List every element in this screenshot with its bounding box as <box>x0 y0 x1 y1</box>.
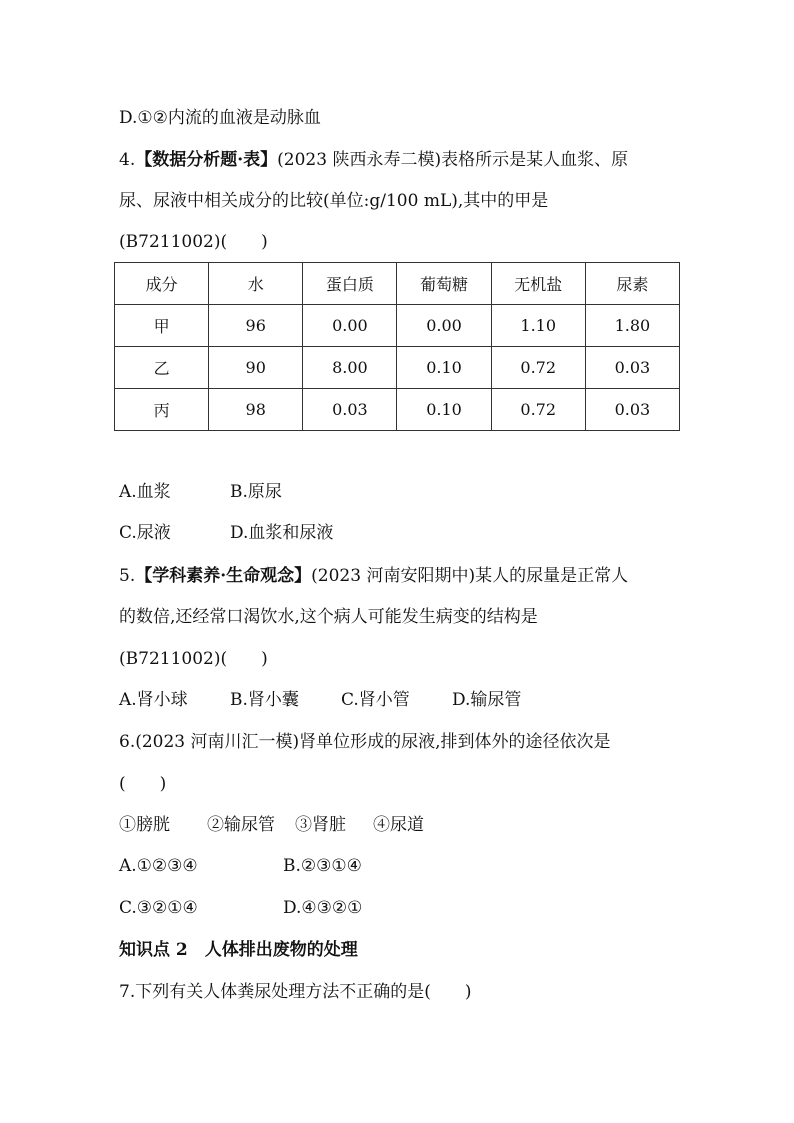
table-cell: 98 <box>209 389 303 431</box>
table-cell: 0.03 <box>585 389 679 431</box>
composition-table <box>114 262 680 431</box>
q5-number: 5. <box>119 566 136 586</box>
table-header-cell: 水 <box>209 263 303 305</box>
table-cell: 乙 <box>115 347 209 389</box>
table-cell: 0.72 <box>491 389 585 431</box>
table-cell: 0.10 <box>397 389 491 431</box>
q5-stem-line2: 的数倍,还经常口渴饮水,这个病人可能发生病变的结构是 <box>119 607 538 627</box>
table-cell: 0.72 <box>491 347 585 389</box>
table-header-cell: 葡萄糖 <box>397 263 491 305</box>
table-cell: 1.10 <box>491 305 585 347</box>
q4-option-c: C.尿液 <box>119 523 171 543</box>
table-header-cell: 无机盐 <box>491 263 585 305</box>
table-cell: 0.00 <box>397 305 491 347</box>
table-cell: 8.00 <box>303 347 397 389</box>
q4-option-d: D.血浆和尿液 <box>230 523 334 543</box>
table-cell: 0.10 <box>397 347 491 389</box>
q6-items <box>119 814 424 836</box>
table-row <box>115 347 680 389</box>
q4-stem-text1: (2023 陕西永寿二模)表格所示是某人血浆、原 <box>277 150 629 170</box>
table-header-row <box>115 263 680 305</box>
q6-options-row1 <box>119 855 362 877</box>
q4-options-row1 <box>119 481 282 503</box>
q6-item-1: ①膀胱 <box>119 815 170 835</box>
q5-option-b: B.肾小囊 <box>230 690 299 710</box>
q6-option-d: D.④③②① <box>283 898 363 918</box>
q5-option-d: D.输尿管 <box>452 690 522 710</box>
section-heading: 知识点 2 人体排出废物的处理 <box>119 940 358 960</box>
table-cell: 0.00 <box>303 305 397 347</box>
q4-stem-line1 <box>119 149 628 171</box>
q6-options-row2 <box>119 897 362 919</box>
q6-stem-line1: 6.(2023 河南川汇一模)肾单位形成的尿液,排到体外的途径依次是 <box>119 732 611 752</box>
q4-stem-line2: 尿、尿液中相关成分的比较(单位:g/100 mL),其中的甲是 <box>119 191 549 211</box>
q4-tag: 【数据分析题·表】 <box>135 150 278 170</box>
q7-stem: 7.下列有关人体粪尿处理方法不正确的是( ) <box>119 982 472 1002</box>
table-cell: 90 <box>209 347 303 389</box>
table-row <box>115 389 680 431</box>
q6-item-3: ③肾脏 <box>295 815 346 835</box>
table-cell: 1.80 <box>585 305 679 347</box>
q5-tag: 【学科素养·生命观念】 <box>135 566 312 586</box>
table-row <box>115 305 680 347</box>
table-header-cell: 尿素 <box>585 263 679 305</box>
q6-paren: ( ) <box>119 774 167 794</box>
table-cell: 甲 <box>115 305 209 347</box>
q4-option-a: A.血浆 <box>119 482 171 502</box>
q5-option-c: C.肾小管 <box>341 690 410 710</box>
q5-option-a: A.肾小球 <box>119 690 188 710</box>
q4-options-row2 <box>119 522 333 544</box>
table-header-cell: 蛋白质 <box>303 263 397 305</box>
q5-options <box>119 689 521 711</box>
table-cell: 0.03 <box>585 347 679 389</box>
table-cell: 丙 <box>115 389 209 431</box>
q6-option-c: C.③②①④ <box>119 898 198 918</box>
q3-option-d: D.①②内流的血液是动脉血 <box>119 108 321 128</box>
q5-code: (B7211002)( ) <box>119 649 268 669</box>
table-header-cell: 成分 <box>115 263 209 305</box>
q4-code: (B7211002)( ) <box>119 232 268 252</box>
q5-stem-text1: (2023 河南安阳期中)某人的尿量是正常人 <box>311 566 629 586</box>
q5-stem-line1 <box>119 565 628 587</box>
q6-option-a: A.①②③④ <box>119 856 198 876</box>
q6-option-b: B.②③①④ <box>283 856 362 876</box>
table-cell: 0.03 <box>303 389 397 431</box>
q4-number: 4. <box>119 150 136 170</box>
q6-item-4: ④尿道 <box>373 815 424 835</box>
table-cell: 96 <box>209 305 303 347</box>
q6-item-2: ②输尿管 <box>207 815 275 835</box>
q4-option-b: B.原尿 <box>230 482 282 502</box>
